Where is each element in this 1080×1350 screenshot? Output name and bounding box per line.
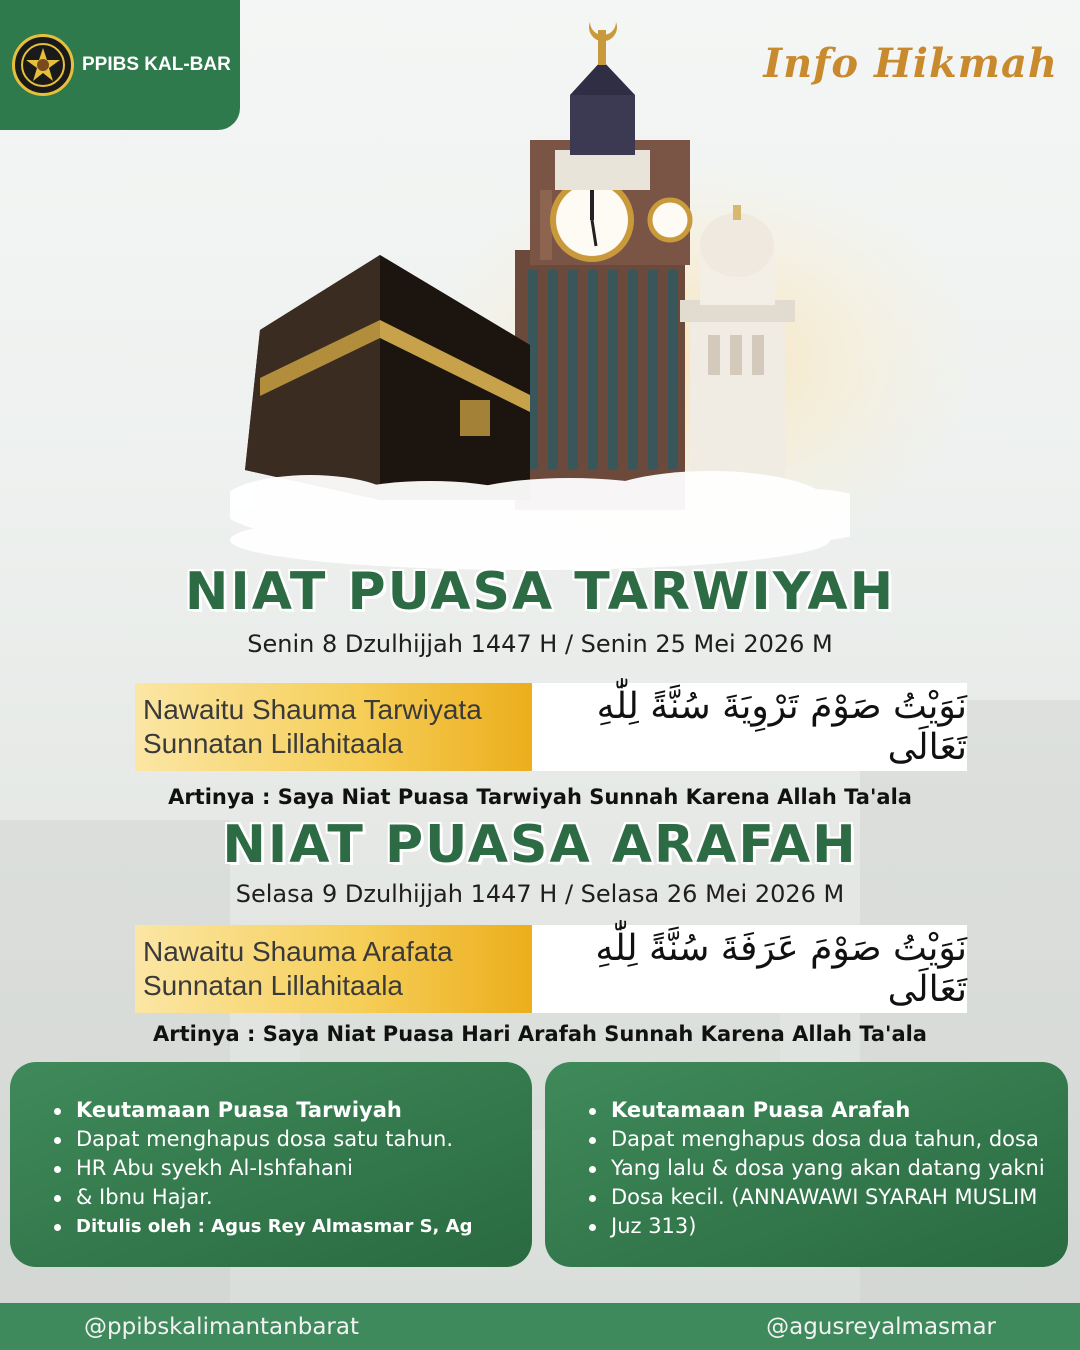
arafah-meaning: Artinya : Saya Niat Puasa Hari Arafah Sunnah Karena Allah Ta'ala bbox=[153, 1022, 927, 1046]
arafah-niat-latin bbox=[135, 925, 532, 1013]
arafah-latin-line2: Sunnatan Lillahitaala bbox=[143, 970, 403, 1001]
info-hikmah-tag: Info Hikmah bbox=[763, 40, 1058, 87]
tarwiyah-title: NIAT PUASA TARWIYAH bbox=[184, 562, 896, 622]
tarwiyah-niat-arabic: نَوَيْتُ صَوْمَ تَرْوِيَةَ سُنَّةً لِلّٰهِ تَعَالَى bbox=[532, 683, 967, 771]
arafah-niat-arabic: نَوَيْتُ صَوْمَ عَرَفَةَ سُنَّةً لِلّٰهِ تَعَالَى bbox=[532, 925, 967, 1013]
list-item: Juz 313) bbox=[611, 1212, 1048, 1241]
tarwiyah-meaning: Artinya : Saya Niat Puasa Tarwiyah Sunnah Karena Allah Ta'ala bbox=[168, 785, 912, 809]
tarwiyah-latin-line2: Sunnatan Lillahitaala bbox=[143, 728, 403, 759]
tarwiyah-latin-line1: Nawaitu Shauma Tarwiyata bbox=[143, 694, 482, 725]
tarwiyah-virtues-list bbox=[50, 1096, 512, 1241]
mecca-illustration bbox=[230, 0, 850, 570]
footer-handle-right[interactable]: @agusreyalmasmar bbox=[766, 1313, 996, 1340]
list-item: Keutamaan Puasa Tarwiyah bbox=[76, 1096, 512, 1125]
footer-handle-left[interactable]: @ppibskalimantanbarat bbox=[84, 1313, 359, 1340]
list-item: Keutamaan Puasa Arafah bbox=[611, 1096, 1048, 1125]
list-item: & Ibnu Hajar. bbox=[76, 1183, 512, 1212]
list-item: Ditulis oleh : Agus Rey Almasmar S, Ag bbox=[76, 1212, 512, 1241]
tarwiyah-virtues-card bbox=[10, 1062, 532, 1267]
arafah-virtues-card bbox=[545, 1062, 1068, 1267]
logo-badge bbox=[0, 0, 240, 130]
arafah-title: NIAT PUASA ARAFAH bbox=[222, 815, 858, 875]
arafah-virtues-list bbox=[585, 1096, 1048, 1241]
arafah-latin-line1: Nawaitu Shauma Arafata bbox=[143, 936, 453, 967]
list-item: Dapat menghapus dosa satu tahun. bbox=[76, 1125, 512, 1154]
tarwiyah-niat-box bbox=[135, 683, 967, 771]
arafah-niat-box bbox=[135, 925, 967, 1013]
list-item: HR Abu syekh Al-Ishfahani bbox=[76, 1154, 512, 1183]
list-item: Dosa kecil. (ANNAWAWI SYARAH MUSLIM bbox=[611, 1183, 1048, 1212]
list-item: Dapat menghapus dosa dua tahun, dosa bbox=[611, 1125, 1048, 1154]
arafah-date: Selasa 9 Dzulhijjah 1447 H / Selasa 26 Mei 2026 M bbox=[235, 880, 845, 908]
list-item: Yang lalu & dosa yang akan datang yakni bbox=[611, 1154, 1048, 1183]
logo-emblem-icon bbox=[12, 34, 74, 96]
brand-name: PPIBS KAL-BAR bbox=[82, 54, 231, 75]
tarwiyah-date: Senin 8 Dzulhijjah 1447 H / Senin 25 Mei 2026 M bbox=[247, 630, 833, 658]
footer-bar bbox=[0, 1303, 1080, 1350]
tarwiyah-niat-latin bbox=[135, 683, 532, 771]
